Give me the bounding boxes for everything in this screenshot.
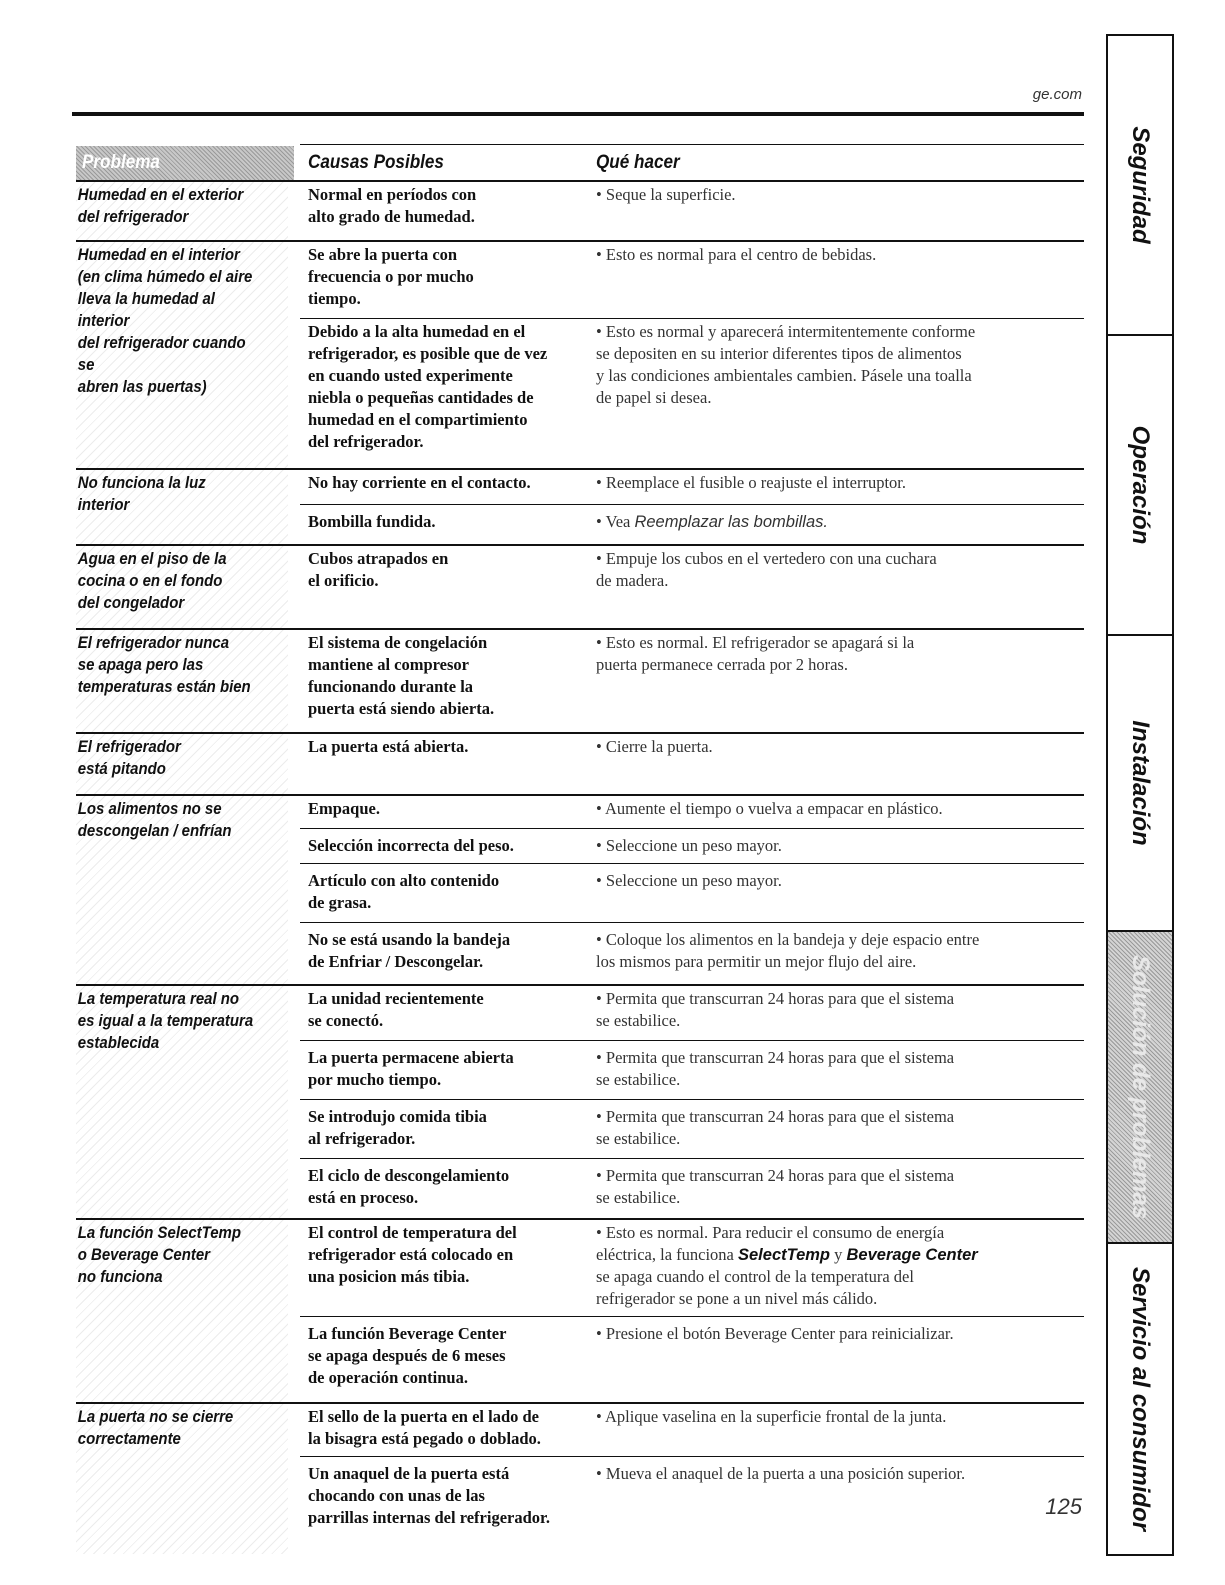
fix-text: • Seque la superficie. bbox=[596, 185, 736, 204]
cause-text: Selección incorrecta del peso. bbox=[308, 836, 514, 855]
tab-operacion[interactable] bbox=[1108, 336, 1172, 636]
cause-text: El ciclo de descongelamiento está en proceso. bbox=[308, 1166, 510, 1207]
problem-group-beeping bbox=[76, 732, 1084, 796]
tab-seguridad[interactable] bbox=[1108, 36, 1172, 336]
problem-group-water-on-floor bbox=[76, 544, 1084, 630]
cause-text: El control de temperatura del refrigerador está colocado en una posicion más tibia. bbox=[308, 1223, 517, 1286]
table-row bbox=[300, 1404, 1084, 1456]
tab-label: Servicio al consumidor bbox=[1127, 1266, 1154, 1532]
cause-text: Artículo con alto contenido de grasa. bbox=[308, 871, 500, 912]
table-row bbox=[300, 1158, 1084, 1221]
fix-text: • Aplique vaselina en la superficie frontal de la junta. bbox=[596, 1407, 947, 1426]
problem-label: Humedad en el interior (en clima húmedo el aire lleva la humedad al interior del refrigerador cuando se abren las puertas) bbox=[77, 245, 253, 396]
tab-label: Operación bbox=[1127, 425, 1154, 545]
table-row bbox=[300, 1456, 1084, 1553]
problem-group-never-stops bbox=[76, 628, 1084, 734]
column-header-what-to-do: Qué hacer bbox=[596, 152, 680, 173]
top-rule bbox=[72, 112, 1084, 116]
problem-label: Los alimentos no se descongelan / enfrían bbox=[77, 799, 232, 840]
fix-text: • Aumente el tiempo o vuelva a empacar en plástico. bbox=[596, 799, 943, 818]
header-rule-top bbox=[300, 144, 1084, 145]
cause-text: Normal en períodos con alto grado de humedad. bbox=[308, 185, 477, 226]
cause-text: El sello de la puerta en el lado de la bisagra está pegado o doblado. bbox=[308, 1407, 541, 1448]
problem-label: No funciona la luz interior bbox=[77, 473, 206, 514]
fix-text: • Permita que transcurran 24 horas para que el sistema se estabilice. bbox=[596, 989, 955, 1030]
fix-text: • Esto es normal para el centro de bebidas. bbox=[596, 245, 877, 264]
column-header-problem: Problema bbox=[76, 146, 294, 180]
table-row bbox=[300, 470, 1084, 504]
problem-group-selecttemp bbox=[76, 1218, 1084, 1404]
cause-text: Empaque. bbox=[308, 799, 380, 818]
table-row bbox=[300, 796, 1084, 828]
problem-label: La temperatura real no es igual a la temperatura establecida bbox=[77, 989, 254, 1052]
cause-text: La función Beverage Center se apaga después de 6 meses de operación continua. bbox=[308, 1324, 507, 1387]
fix-text: • Presione el botón Beverage Center para reinicializar. bbox=[596, 1324, 954, 1343]
fix-text: • Esto es normal. El refrigerador se apagará si la puerta permanece cerrada por 2 horas. bbox=[596, 633, 915, 674]
tab-label: Seguridad bbox=[1127, 126, 1154, 244]
cause-text: El sistema de congelación mantiene al compresor funcionando durante la puerta está siendo abierta. bbox=[308, 633, 495, 718]
fix-text: • Seleccione un peso mayor. bbox=[596, 871, 782, 890]
problem-label: El refrigerador nunca se apaga pero las temperaturas están bien bbox=[77, 633, 251, 696]
table-row bbox=[300, 828, 1084, 863]
problem-label: Agua en el piso de la cocina o en el fondo del congelador bbox=[77, 549, 227, 612]
cause-text: La puerta permacene abierta por mucho tiempo. bbox=[308, 1048, 514, 1089]
problem-group-interior-moisture bbox=[76, 240, 1084, 470]
cause-text: Se introdujo comida tibia al refrigerador. bbox=[308, 1107, 487, 1148]
table-row bbox=[300, 546, 1084, 630]
fix-text: • Coloque los alimentos en la bandeja y deje espacio entre los mismos para permitir un mejor flujo del aire. bbox=[596, 930, 980, 971]
fix-text: • Vea Reemplazar las bombillas. bbox=[596, 512, 828, 531]
tab-solucion-de-problemas[interactable] bbox=[1108, 932, 1172, 1244]
table-row bbox=[300, 922, 1084, 985]
fix-text: • Permita que transcurran 24 horas para que el sistema se estabilice. bbox=[596, 1166, 955, 1207]
fix-text: • Esto es normal y aparecerá intermitentemente conforme se depositen en su interior diferentes tipos de alimentos y las condiciones ambientales cambien. Pásele una toalla de papel si desea. bbox=[596, 322, 976, 407]
fix-text: • Reemplace el fusible o reajuste el interruptor. bbox=[596, 473, 906, 492]
table-row bbox=[300, 318, 1084, 469]
table-row bbox=[300, 734, 1084, 796]
table-row bbox=[300, 242, 1084, 318]
fix-text: • Permita que transcurran 24 horas para que el sistema se estabilice. bbox=[596, 1048, 955, 1089]
problem-label: Humedad en el exterior del refrigerador bbox=[77, 185, 244, 226]
table-row bbox=[300, 182, 1084, 240]
table-row bbox=[300, 863, 1084, 922]
table-row bbox=[300, 504, 1084, 545]
fix-text: • Permita que transcurran 24 horas para que el sistema se estabilice. bbox=[596, 1107, 955, 1148]
fix-text: • Empuje los cubos en el vertedero con una cuchara de madera. bbox=[596, 549, 937, 590]
cause-text: No se está usando la bandeja de Enfriar / Descongelar. bbox=[308, 930, 511, 971]
cause-text: Bombilla fundida. bbox=[308, 512, 436, 531]
tab-label: Solución de problemas bbox=[1127, 954, 1154, 1220]
problem-group-not-thawing bbox=[76, 794, 1084, 986]
tab-servicio-al-consumidor[interactable] bbox=[1108, 1244, 1172, 1554]
cause-text: Un anaquel de la puerta está chocando con unas de las parrillas internas del refrigerador. bbox=[308, 1464, 550, 1527]
table-row bbox=[300, 1040, 1084, 1099]
section-tabs bbox=[1106, 34, 1174, 1556]
cause-text: La unidad recientemente se conectó. bbox=[308, 989, 484, 1030]
tab-label: Instalación bbox=[1127, 720, 1154, 846]
cause-text: Debido a la alta humedad en el refrigerador, es posible que de vez en cuando usted experimente niebla o pequeñas cantidades de humedad en el compartimiento del refrigerador. bbox=[308, 322, 548, 451]
column-header-causes: Causas Posibles bbox=[308, 152, 444, 173]
table-row bbox=[300, 1099, 1084, 1158]
fix-text: • Mueva el anaquel de la puerta a una posición superior. bbox=[596, 1464, 966, 1483]
fix-text: • Esto es normal. Para reducir el consumo de energía eléctrica, la funciona SelectTemp y Beverage Center se apaga cuando el control de la temperatura del refrigerador se pone a un nivel más cálido. bbox=[596, 1223, 978, 1308]
problem-group-temperature-mismatch bbox=[76, 984, 1084, 1220]
problem-label: La función SelectTemp o Beverage Center no funciona bbox=[77, 1223, 241, 1286]
cause-text: La puerta está abierta. bbox=[308, 737, 469, 756]
table-row bbox=[300, 1220, 1084, 1316]
problem-group-door-not-closing bbox=[76, 1402, 1084, 1554]
table-row bbox=[300, 986, 1084, 1040]
cause-text: Cubos atrapados en el orificio. bbox=[308, 549, 449, 590]
page-number: 125 bbox=[1045, 1494, 1082, 1519]
table-row bbox=[300, 630, 1084, 734]
fix-text: • Cierre la puerta. bbox=[596, 737, 713, 756]
fix-text: • Seleccione un peso mayor. bbox=[596, 836, 782, 855]
problem-label: El refrigerador está pitando bbox=[77, 737, 181, 778]
problem-label: La puerta no se cierre correctamente bbox=[77, 1407, 234, 1448]
problem-group-exterior-moisture bbox=[76, 182, 1084, 240]
problem-group-light-not-working bbox=[76, 468, 1084, 546]
site-url: ge.com bbox=[1032, 86, 1082, 103]
table-row bbox=[300, 1316, 1084, 1403]
cause-text: Se abre la puerta con frecuencia o por mucho tiempo. bbox=[308, 245, 474, 308]
cause-text: No hay corriente en el contacto. bbox=[308, 473, 531, 492]
tab-instalacion[interactable] bbox=[1108, 636, 1172, 932]
